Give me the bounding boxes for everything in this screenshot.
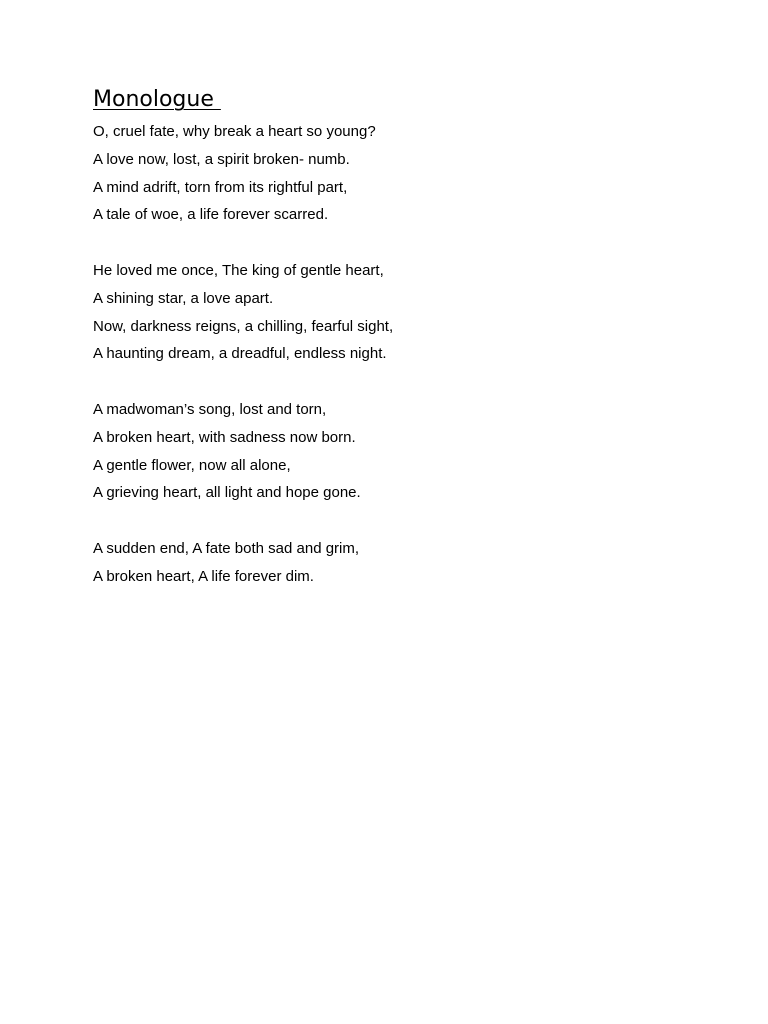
poem-line: A gentle flower, now all alone,: [93, 456, 291, 474]
document-body: [93, 86, 693, 618]
poem-line: A mind adrift, torn from its rightful part,: [93, 178, 348, 196]
poem-line: A tale of woe, a life forever scarred.: [93, 206, 329, 224]
poem-line: A shining star, a love apart.: [93, 289, 274, 307]
poem-line: A madwoman’s song, lost and torn,: [93, 400, 327, 418]
poem-line: A love now, lost, a spirit broken- numb.: [93, 150, 350, 168]
poem-line: He loved me once, The king of gentle heart,: [93, 261, 384, 279]
poem-line: A sudden end, A fate both sad and grim,: [93, 539, 360, 557]
poem-line: O, cruel fate, why break a heart so young?: [93, 123, 376, 140]
poem-line: A haunting dream, a dreadful, endless night.: [93, 345, 387, 363]
poem: [93, 118, 693, 591]
poem-line: A broken heart, with sadness now born.: [93, 428, 356, 446]
document-title: Monologue: [93, 87, 221, 112]
poem-line: A grieving heart, all light and hope gone.: [93, 484, 361, 502]
poem-line: A broken heart, A life forever dim.: [93, 567, 314, 585]
poem-line: Now, darkness reigns, a chilling, fearful sight,: [93, 317, 394, 335]
stanza-2: [93, 257, 693, 368]
stanza-1: [93, 118, 693, 229]
stanza-4: [93, 535, 693, 591]
stanza-3: [93, 396, 693, 507]
